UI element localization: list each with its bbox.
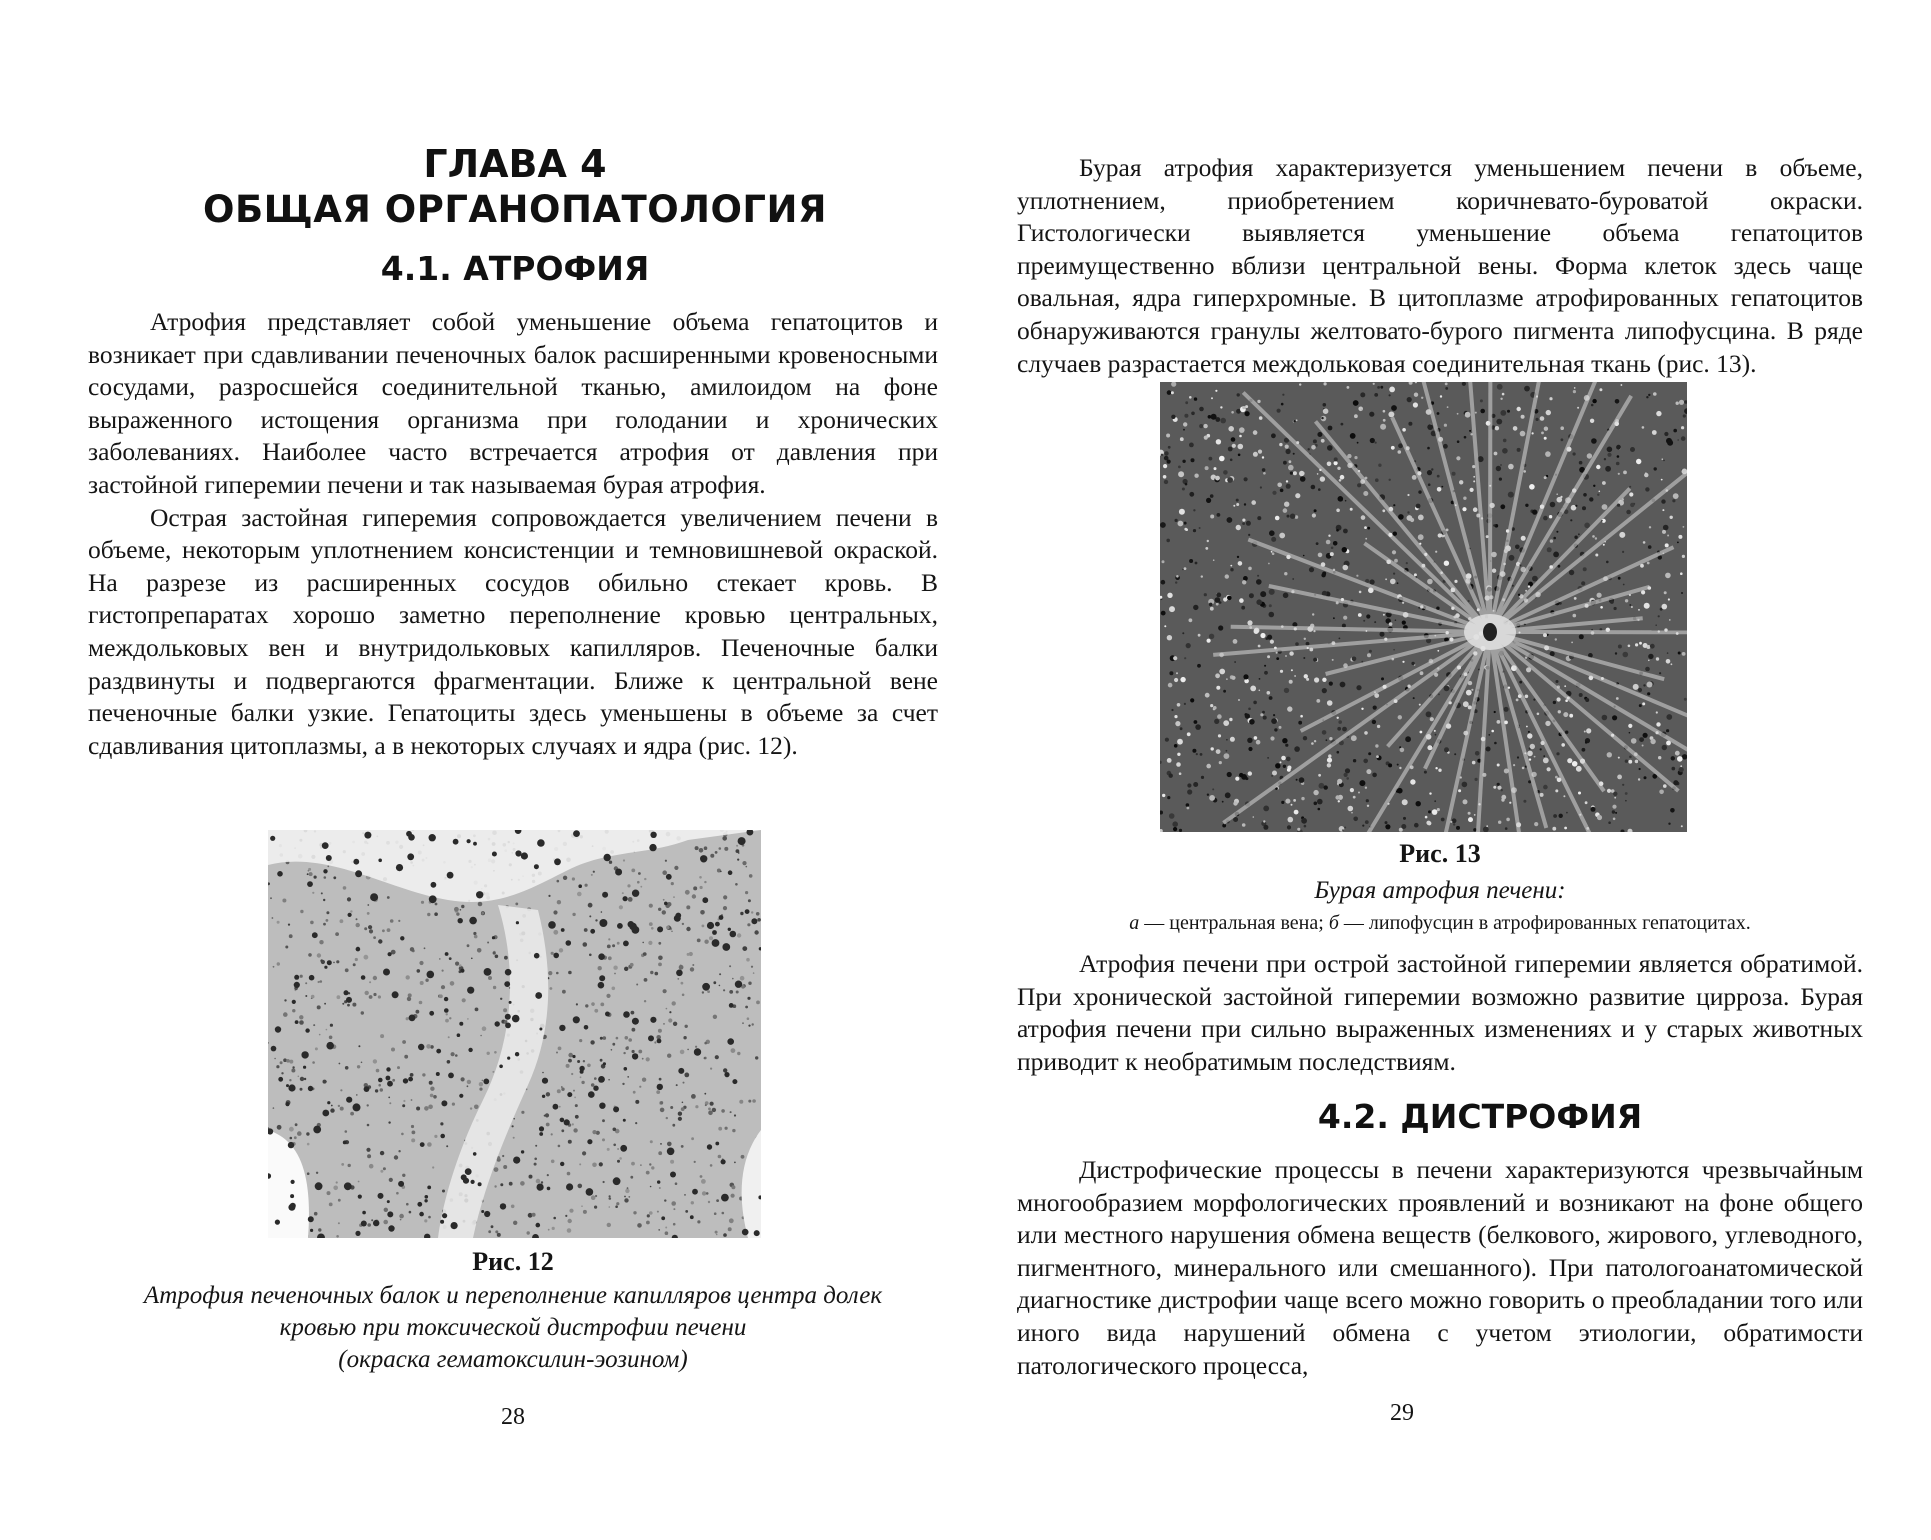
left-body-text: [88, 306, 938, 762]
chapter-title: ОБЩАЯ ОРГАНОПАТОЛОГИЯ: [203, 188, 827, 231]
right-page: [965, 0, 1931, 1540]
paragraph: Атрофия представляет собой уменьшение объема гепатоцитов и возникает при сдавливании печеночных балок расширенными кровеносными сосудами, разросшейся соединительной тканью, амилоидом на фоне выраженного истощения организма при голодании и хронических заболеваниях. Наиболее часто встречается атрофия от давления при застойной гиперемии печени и так называемая бурая атрофия.: [88, 307, 938, 499]
right-body-text-top: [1017, 152, 1863, 380]
figure-12-caption-line2: кровью при токсической дистрофии печени: [279, 1314, 747, 1341]
legend-a-text: — центральная вена;: [1139, 912, 1329, 934]
page-number-left: 28: [501, 1404, 525, 1430]
figure-12-caption: [88, 1280, 938, 1376]
chapter-number: ГЛАВА 4: [423, 142, 607, 186]
legend-letter-b: б: [1328, 912, 1339, 934]
figure-12-label: Рис. 12: [472, 1247, 554, 1276]
figure-12-caption-line1: Атрофия печеночных балок и переполнение капилляров центра долек: [143, 1282, 883, 1309]
legend-b-text: — липофусцин в атрофированных гепатоцитах.: [1338, 912, 1751, 934]
right-body-text-middle: [1017, 948, 1863, 1078]
section-title-dystrophy: 4.2. ДИСТРОФИЯ: [1317, 1097, 1643, 1136]
section-title-atrophy: 4.1. АТРОФИЯ: [380, 249, 650, 288]
paragraph: Бурая атрофия характеризуется уменьшением печени в объеме, уплотнением, приобретением коричневато-буроватой окраски. Гистологически выявляется уменьшение объема гепатоцитов преимущественно вблизи центральной вены. Форма клеток здесь чаще овальная, ядра гиперхромные. В цитоплазме атрофированных гепатоцитов обнаруживаются гранулы желтовато-бурого пигмента липофусцина. В ряде случаев разрастается междольковая соединительная ткань (рис. 13).: [1017, 153, 1863, 378]
legend-letter-a: а: [1129, 912, 1140, 934]
figure-13-legend: [1017, 909, 1863, 937]
figure-13-micrograph: [1160, 382, 1687, 832]
right-body-text-bottom: [1017, 1154, 1863, 1382]
left-page: [0, 0, 965, 1540]
figure-12-micrograph: [268, 830, 761, 1238]
figure-13-caption: Бурая атрофия печени:: [1314, 877, 1566, 904]
figure-13-image: [1160, 382, 1687, 832]
paragraph: Дистрофические процессы в печени характеризуются чрезвычайным многообразием морфологических проявлений и возникают на фоне общего или местного нарушения обмена веществ (белкового, жирового, углеводного, пигментного, минерального или смешанного). При патологоанатомической диагностике дистрофии чаще всего можно говорить о преобладании того или иного вида нарушений обмена с учетом этиологии, обратимости патологического процесса,: [1017, 1155, 1863, 1380]
figure-12-image: [268, 830, 761, 1238]
figure-13-label: Рис. 13: [1399, 839, 1481, 868]
paragraph: Острая застойная гиперемия сопровождается увеличением печени в объеме, некоторым уплотнением консистенции и темновишневой окраской. На разрезе из расширенных сосудов обильно стекает кровь. В гистопрепаратах хорошо заметно переполнение кровью центральных, междольковых вен и внутридольковых капилляров. Печеночные балки раздвинуты и подвергаются фрагментации. Ближе к центральной вене печеночные балки узкие. Гепатоциты здесь уменьшены в объеме за счет сдавливания цитоплазмы, а в некоторых случаях и ядра (рис. 12).: [88, 502, 938, 760]
paragraph: Атрофия печени при острой застойной гиперемии является обратимой. При хронической застойной гиперемии возможно развитие цирроза. Бурая атрофия печени при сильно выраженных изменениях и у старых животных приводит к необратимым последствиям.: [1017, 949, 1863, 1076]
page-number-right: 29: [1390, 1400, 1414, 1426]
figure-12-caption-line3: (окраска гематоксилин-эозином): [338, 1346, 688, 1373]
